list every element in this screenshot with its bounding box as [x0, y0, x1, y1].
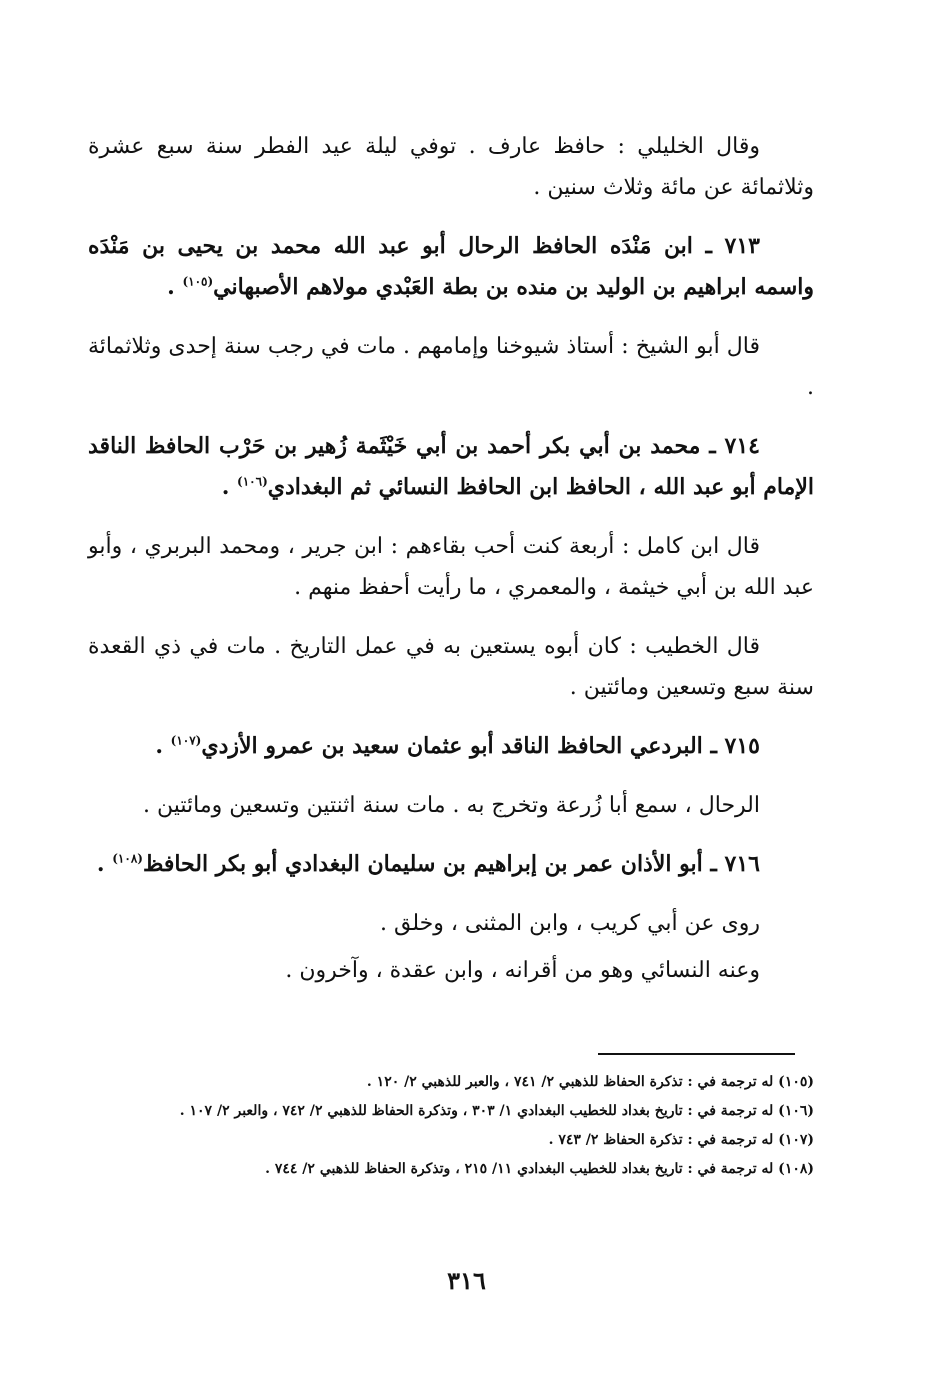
- main-text: [88, 126, 814, 991]
- entry-text: ٧١٣ ـ ابن مَنْدَه الحافظ الرحال أبو عبد الله محمد بن يحيى بن مَنْدَه واسمه ابراهيم بن الوليد بن منده بن بطة العَبْدي مولاهم الأصبهاني: [88, 233, 814, 300]
- end-mark: .: [96, 851, 113, 877]
- paragraph-text: قال الخطيب : كان أبوه يستعين به في عمل التاريخ . مات في ذي القعدة سنة سبع وتسعين ومائتين .: [88, 634, 814, 700]
- paragraph-text: وعنه النسائي وهو من أقرانه ، وابن عقدة ، وآخرون .: [285, 958, 760, 983]
- paragraph-text: وقال الخليلي : حافظ عارف . توفي ليلة عيد الفطر سنة سبع عشرة وثلاثمائة عن مائة وثلاث سنين .: [88, 134, 814, 200]
- paragraph-text: الرحال ، سمع أبا زُرعة وتخرج به . مات سنة اثنتين وتسعين ومائتين .: [142, 793, 760, 818]
- paragraph-khalili: [88, 126, 814, 208]
- footnote-ref-108: (١٠٨): [112, 851, 143, 866]
- paragraph-text: روى عن أبي كريب ، وابن المثنى ، وخلق .: [380, 911, 760, 936]
- footnote-divider: [598, 1053, 795, 1055]
- entry-716: [88, 844, 814, 885]
- paragraph-narrated-by: [88, 950, 814, 991]
- footnote-108: (١٠٨) له ترجمة في : تاريخ بغداد للخطيب البغدادي ١١/ ٢١٥ ، وتذكرة الحفاظ للذهبي ٢/ ٧٤٤ .: [265, 1161, 814, 1177]
- footnote-105: (١٠٥) له ترجمة في : تذكرة الحفاظ للذهبي ٢/ ٧٤١ ، والعبر للذهبي ٢/ ١٢٠ .: [366, 1074, 814, 1090]
- paragraph-text: قال ابن كامل : أربعة كنت أحب بقاءهم : ابن جرير ، ومحمد البربري ، وأبو عبد الله بن أبي خيثمة ، والمعمري ، ما رأيت أحفظ منهم .: [88, 534, 814, 600]
- paragraph-ibn-kamil: [88, 526, 814, 608]
- entry-text: ٧١٤ ـ محمد بن أبي بكر أحمد بن أبي خَيْثَمة زُهير بن حَرْب الحافظ الناقد الإمام أبو عبد الله ، الحافظ ابن الحافظ النسائي ثم البغدادي: [88, 433, 814, 500]
- paragraph-text: قال أبو الشيخ : أستاذ شيوخنا وإمامهم . مات في رجب سنة إحدى وثلاثمائة .: [88, 334, 814, 400]
- entry-713: [88, 226, 814, 308]
- footnote-ref-105: (١٠٥): [182, 274, 214, 289]
- footnote-ref-107: (١٠٧): [170, 733, 202, 748]
- entry-text: ٧١٥ ـ البردعي الحافظ الناقد أبو عثمان سعيد بن عمرو الأزدي: [201, 733, 760, 759]
- paragraph-abu-shaykh: [88, 326, 814, 408]
- end-mark: .: [221, 474, 238, 500]
- footnote-107: (١٠٧) له ترجمة في : تذكرة الحفاظ ٢/ ٧٤٣ .: [548, 1132, 814, 1148]
- footnote-ref-106: (١٠٦): [237, 474, 268, 489]
- footnotes: [108, 1070, 814, 1186]
- paragraph-khatib: [88, 626, 814, 708]
- paragraph-narrated-from: [88, 903, 814, 944]
- paragraph-rahhal: [88, 785, 814, 826]
- end-mark: .: [155, 733, 171, 759]
- entry-715: [88, 726, 814, 767]
- end-mark: .: [167, 274, 183, 300]
- entry-714: [88, 426, 814, 508]
- entry-text: ٧١٦ ـ أبو الأذان عمر بن إبراهيم بن سليمان البغدادي أبو بكر الحافظ: [142, 851, 760, 877]
- page-number: ٣١٦: [447, 1266, 486, 1295]
- footnote-106: (١٠٦) له ترجمة في : تاريخ بغداد للخطيب البغدادي ١/ ٣٠٣ ، وتذكرة الحفاظ للذهبي ٢/ ٧٤٢ ، والعبر ٢/ ١٠٧ .: [179, 1103, 814, 1119]
